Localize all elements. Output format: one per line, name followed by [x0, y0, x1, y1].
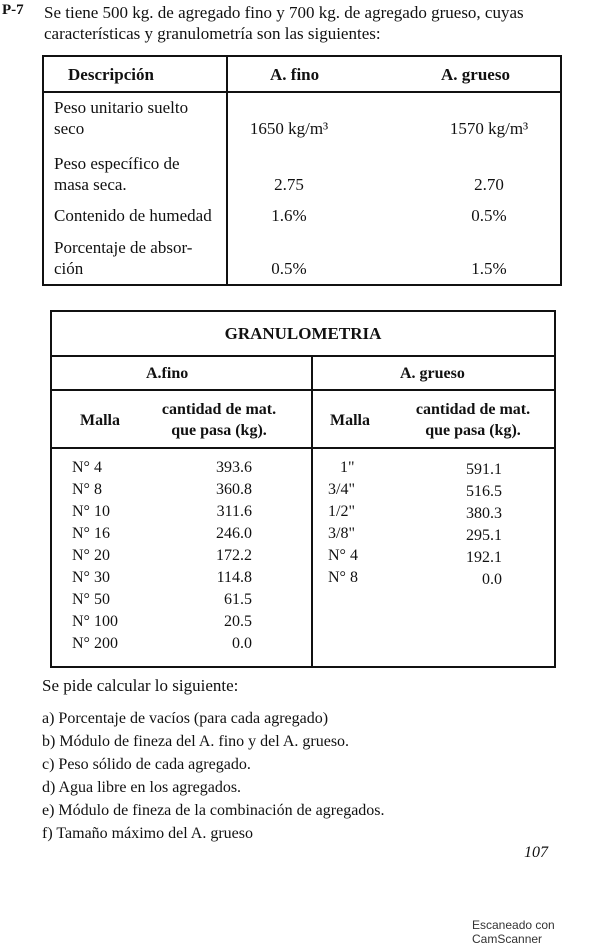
col-quantity-line: cantidad de mat.	[161, 401, 277, 418]
coarse-amount-column	[452, 459, 502, 591]
fine-malla: N° 20	[72, 547, 110, 564]
header-a-grueso: A. grueso	[441, 65, 510, 84]
problem-intro	[44, 2, 604, 44]
scanner-watermark: Escaneado con CamScanner	[472, 918, 555, 946]
divider	[52, 447, 554, 449]
task-item: c) Peso sólido de cada agregado.	[42, 756, 251, 773]
property-desc	[54, 237, 224, 279]
fine-aggregate-label: A.fino	[146, 365, 189, 382]
fine-malla: N° 100	[72, 613, 118, 630]
property-desc	[54, 205, 224, 226]
divider	[52, 389, 554, 391]
property-desc-line: Contenido de humedad	[54, 206, 212, 225]
coarse-col-quantity	[398, 399, 548, 441]
col-quantity-line: que pasa (kg).	[425, 422, 521, 439]
coarse-aggregate-label: A. grueso	[400, 365, 465, 382]
fine-malla-column	[72, 457, 118, 655]
fine-malla: N° 50	[72, 591, 110, 608]
coarse-malla: N° 8	[328, 569, 358, 586]
page-number: 107	[524, 844, 548, 861]
task-item: a) Porcentaje de vacíos (para cada agregado)	[42, 710, 329, 727]
task-item: b) Módulo de fineza del A. fino y del A. grueso.	[42, 733, 350, 750]
property-value-fino: 1.6%	[271, 206, 307, 225]
coarse-malla: N° 4	[328, 547, 358, 564]
fine-amount: 61.5	[224, 591, 252, 608]
fine-malla: N° 16	[72, 525, 110, 542]
divider	[311, 355, 313, 666]
coarse-malla: 3/4"	[328, 481, 355, 498]
intro-line-1: Se tiene 500 kg. de agregado fino y 700 kg. de agregado grueso, cuyas	[44, 3, 524, 22]
fine-malla: N° 10	[72, 503, 110, 520]
fine-amount: 114.8	[216, 569, 252, 586]
coarse-amount: 295.1	[466, 527, 502, 544]
fine-malla: N° 8	[72, 481, 102, 498]
coarse-amount: 380.3	[466, 505, 502, 522]
coarse-malla: 3/8"	[328, 525, 355, 542]
fine-amount: 246.0	[216, 525, 252, 542]
property-value-fino: 1650 kg/m³	[249, 119, 329, 138]
property-desc-line: Porcentaje de absor-	[54, 238, 193, 257]
divider	[52, 355, 554, 357]
col-quantity-line: que pasa (kg).	[171, 422, 267, 439]
task-item: e) Módulo de fineza de la combinación de agregados.	[42, 802, 385, 819]
fine-malla: N° 30	[72, 569, 110, 586]
granulometry-table	[50, 310, 556, 668]
property-desc-line: Peso unitario suelto	[54, 98, 189, 117]
fine-amount-column	[202, 457, 252, 655]
properties-table	[42, 55, 562, 286]
coarse-malla: 1"	[340, 459, 355, 476]
granulometry-title: GRANULOMETRIA	[224, 324, 382, 343]
property-value-grueso: 1.5%	[471, 259, 507, 278]
property-desc-line: seco	[54, 119, 85, 138]
fine-malla: N° 4	[72, 459, 102, 476]
fine-malla: N° 200	[72, 635, 118, 652]
property-desc-line: ción	[54, 259, 84, 278]
fine-col-quantity	[144, 399, 294, 441]
tasks-lead: Se pide calcular lo siguiente:	[42, 676, 239, 695]
coarse-amount: 591.1	[466, 461, 502, 478]
fine-amount: 311.6	[216, 503, 252, 520]
task-item: d) Agua libre en los agregados.	[42, 779, 242, 796]
tasks-list	[42, 707, 385, 845]
col-quantity-line: cantidad de mat.	[415, 401, 531, 418]
property-value-grueso: 1570 kg/m³	[449, 119, 529, 138]
property-desc	[54, 153, 224, 195]
prop-col-divider	[226, 55, 228, 286]
task-item: f) Tamaño máximo del A. grueso	[42, 825, 253, 842]
property-value-fino: 0.5%	[271, 259, 307, 278]
coarse-malla: 1/2"	[328, 503, 355, 520]
property-value-fino: 2.75	[274, 175, 304, 194]
property-value-grueso: 2.70	[474, 175, 504, 194]
fine-amount: 172.2	[216, 547, 252, 564]
problem-id: P-7	[2, 2, 24, 18]
fine-amount: 360.8	[216, 481, 252, 498]
coarse-amount: 0.0	[482, 571, 502, 588]
header-descripcion: Descripción	[68, 65, 154, 84]
intro-line-2: características y granulometría son las siguientes:	[44, 24, 381, 43]
fine-col-malla: Malla	[80, 412, 120, 429]
coarse-amount: 516.5	[466, 483, 502, 500]
property-desc-line: Peso específico de	[54, 154, 180, 173]
coarse-malla-column	[328, 457, 358, 589]
property-desc-line: masa seca.	[54, 175, 127, 194]
properties-header	[44, 57, 560, 93]
coarse-col-malla: Malla	[330, 412, 370, 429]
fine-amount: 0.0	[232, 635, 252, 652]
header-a-fino: A. fino	[270, 65, 320, 84]
coarse-amount: 192.1	[466, 549, 502, 566]
fine-amount: 393.6	[216, 459, 252, 476]
fine-amount: 20.5	[224, 613, 252, 630]
property-desc	[54, 97, 224, 139]
property-value-grueso: 0.5%	[471, 206, 507, 225]
